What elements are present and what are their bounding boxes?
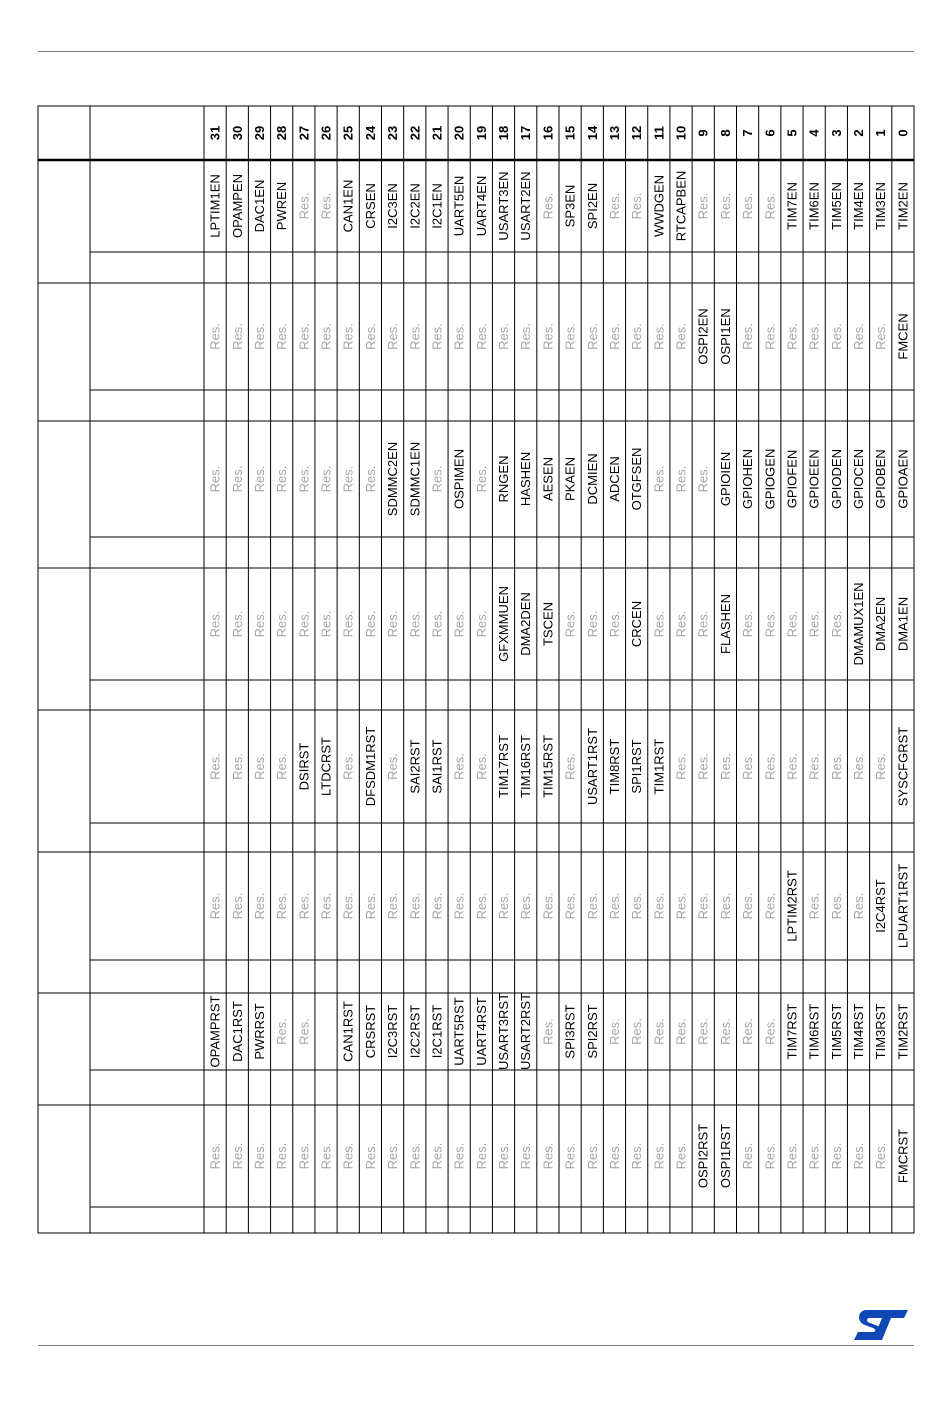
bit-number-header: 7: [740, 129, 756, 137]
reserved-bit-field: Res.: [296, 1018, 312, 1045]
register-bit-field: DMAMUX1EN: [851, 582, 867, 666]
reserved-bit-field: Res.: [806, 323, 822, 350]
register-bit-field: SP3EN: [562, 184, 578, 228]
register-bit-field: UART4EN: [473, 175, 489, 237]
reserved-bit-field: Res.: [207, 1142, 223, 1170]
bit-number-header: 22: [407, 125, 423, 141]
reserved-bit-field: Res.: [473, 323, 489, 350]
register-bit-field: SPI2RST: [584, 1004, 600, 1059]
register-bit-field: RNGEN: [496, 455, 512, 503]
register-bit-field: LTDCRST: [318, 737, 334, 796]
register-bit-field: USART2RST: [518, 992, 534, 1071]
reserved-bit-field: Res.: [629, 1018, 645, 1045]
reserved-bit-field: Res.: [385, 753, 401, 780]
reserved-bit-field: Res.: [362, 892, 378, 920]
register-bit-field: TIM17RST: [496, 735, 512, 798]
reserved-bit-field: Res.: [229, 753, 245, 780]
reserved-bit-field: Res.: [340, 610, 356, 638]
reserved-bit-field: Res.: [451, 323, 467, 350]
reserved-bit-field: Res.: [762, 323, 778, 350]
reserved-bit-field: Res.: [584, 610, 600, 638]
reserved-bit-field: Res.: [274, 892, 290, 920]
register-bit-field: OSPI1RST: [717, 1123, 733, 1189]
reserved-bit-field: Res.: [695, 753, 711, 780]
reserved-bit-field: Res.: [318, 192, 334, 220]
reserved-bit-field: Res.: [651, 465, 667, 493]
reserved-bit-field: Res.: [806, 753, 822, 780]
register-bit-field: USART3EN: [496, 171, 512, 241]
bit-number-header: 3: [828, 129, 844, 137]
reserved-bit-field: Res.: [606, 610, 622, 638]
reserved-bit-field: Res.: [828, 892, 844, 920]
reserved-bit-field: Res.: [873, 1142, 889, 1170]
register-bit-field: TIM5EN: [828, 182, 844, 230]
reserved-bit-field: Res.: [251, 610, 267, 638]
reserved-bit-field: Res.: [318, 610, 334, 638]
bit-number-header: 0: [895, 129, 911, 137]
reserved-bit-field: Res.: [762, 753, 778, 780]
reserved-bit-field: Res.: [385, 610, 401, 638]
st-logo-icon: [852, 1308, 910, 1342]
reserved-bit-field: Res.: [229, 1142, 245, 1170]
register-bit-field: OSPI1EN: [717, 308, 733, 365]
bit-number-header: 8: [717, 129, 733, 137]
reserved-bit-field: Res.: [629, 192, 645, 220]
bit-number-header: 27: [296, 125, 312, 141]
register-bit-field: TIM2RST: [895, 1003, 911, 1060]
reserved-bit-field: Res.: [251, 1142, 267, 1170]
reserved-bit-field: Res.: [784, 323, 800, 350]
reserved-bit-field: Res.: [473, 892, 489, 920]
reserved-bit-field: Res.: [296, 465, 312, 493]
register-bit-field: PWRRST: [251, 1003, 267, 1060]
register-bit-field: TIM4EN: [851, 182, 867, 230]
bit-number-header: 17: [518, 125, 534, 141]
reserved-bit-field: Res.: [362, 1142, 378, 1170]
register-bit-field: SDMMC2EN: [385, 441, 401, 517]
register-bit-field: TIM5RST: [828, 1003, 844, 1060]
reserved-bit-field: Res.: [540, 1142, 556, 1170]
reserved-bit-field: Res.: [562, 892, 578, 920]
register-bit-field: GPIOCEN: [851, 449, 867, 509]
reserved-bit-field: Res.: [606, 892, 622, 920]
reserved-bit-field: Res.: [740, 192, 756, 220]
bit-number-header: 13: [606, 125, 622, 141]
reserved-bit-field: Res.: [385, 1142, 401, 1170]
reserved-bit-field: Res.: [362, 610, 378, 638]
register-bit-field: DMA1EN: [895, 596, 911, 652]
reserved-bit-field: Res.: [873, 323, 889, 350]
reserved-bit-field: Res.: [296, 192, 312, 220]
bit-number-header: 11: [651, 126, 667, 140]
reserved-bit-field: Res.: [717, 1018, 733, 1045]
reserved-bit-field: Res.: [496, 1142, 512, 1170]
reserved-bit-field: Res.: [806, 892, 822, 920]
register-bit-field: SAI1RST: [429, 739, 445, 794]
register-bit-field: GFXMMUEN: [496, 586, 512, 662]
register-bit-field: TIM1RST: [651, 738, 667, 795]
reserved-bit-field: Res.: [851, 892, 867, 920]
register-bit-field: OSPIMEN: [451, 449, 467, 509]
register-bit-field: TIM3EN: [873, 182, 889, 230]
register-bit-field: ADCEN: [606, 456, 622, 502]
bit-number-header: 19: [473, 125, 489, 141]
reserved-bit-field: Res.: [695, 892, 711, 920]
register-bit-field: UART4RST: [473, 997, 489, 1066]
reserved-bit-field: Res.: [806, 1142, 822, 1170]
reserved-bit-field: Res.: [762, 1142, 778, 1170]
bit-number-header: 28: [274, 125, 290, 141]
reserved-bit-field: Res.: [340, 892, 356, 920]
register-bit-field: WWDGEN: [651, 174, 667, 238]
bit-number-header: 12: [629, 125, 645, 141]
reserved-bit-field: Res.: [606, 1018, 622, 1045]
reserved-bit-field: Res.: [207, 892, 223, 920]
bit-number-header: 26: [318, 125, 334, 141]
reserved-bit-field: Res.: [717, 753, 733, 780]
register-bit-field: TIM6RST: [806, 1003, 822, 1060]
register-bit-field: DAC1RST: [229, 1001, 245, 1062]
register-bit-field: TIM2EN: [895, 182, 911, 230]
reserved-bit-field: Res.: [207, 610, 223, 638]
reserved-bit-field: Res.: [651, 892, 667, 920]
reserved-bit-field: Res.: [473, 753, 489, 780]
reserved-bit-field: Res.: [828, 323, 844, 350]
register-bit-field: UART5RST: [451, 997, 467, 1066]
reserved-bit-field: Res.: [473, 610, 489, 638]
register-bit-field: GPIODEN: [828, 449, 844, 509]
register-bit-field: PKAEN: [562, 456, 578, 502]
register-bit-field: FMCEN: [895, 313, 911, 360]
register-bit-field: SDMMC1EN: [407, 441, 423, 517]
register-bit-field: LPUART1RST: [895, 863, 911, 949]
reserved-bit-field: Res.: [606, 192, 622, 220]
register-bit-field: TSCEN: [540, 601, 556, 647]
reserved-bit-field: Res.: [806, 610, 822, 638]
reserved-bit-field: Res.: [651, 323, 667, 350]
reserved-bit-field: Res.: [673, 753, 689, 780]
reserved-bit-field: Res.: [318, 465, 334, 493]
reserved-bit-field: Res.: [606, 323, 622, 350]
bit-number-header: 23: [385, 125, 401, 141]
reserved-bit-field: Res.: [762, 192, 778, 220]
register-bit-field: CAN1EN: [340, 179, 356, 233]
register-bit-field: SPI2EN: [584, 182, 600, 230]
reserved-bit-field: Res.: [540, 323, 556, 350]
register-bit-field: I2C2EN: [407, 183, 423, 229]
reserved-bit-field: Res.: [274, 753, 290, 780]
bit-number-header: 18: [496, 125, 512, 141]
reserved-bit-field: Res.: [429, 323, 445, 350]
register-bit-field: PWREN: [274, 181, 290, 231]
reserved-bit-field: Res.: [473, 465, 489, 493]
reserved-bit-field: Res.: [362, 323, 378, 350]
reserved-bit-field: Res.: [784, 610, 800, 638]
reserved-bit-field: Res.: [784, 1142, 800, 1170]
reserved-bit-field: Res.: [340, 753, 356, 780]
reserved-bit-field: Res.: [695, 1018, 711, 1045]
register-bit-field: OPAMPEN: [229, 173, 245, 239]
reserved-bit-field: Res.: [673, 1142, 689, 1170]
reserved-bit-field: Res.: [274, 323, 290, 350]
reserved-bit-field: Res.: [651, 1018, 667, 1045]
register-bit-field: GPIOEEN: [806, 449, 822, 509]
register-bit-field: GPIOHEN: [740, 449, 756, 509]
register-bit-field: GPIOAEN: [895, 449, 911, 509]
bit-number-header: 14: [584, 125, 600, 141]
reserved-bit-field: Res.: [207, 465, 223, 493]
bit-number-header: 4: [806, 129, 822, 137]
reserved-bit-field: Res.: [562, 1142, 578, 1170]
reserved-bit-field: Res.: [318, 892, 334, 920]
reserved-bit-field: Res.: [584, 323, 600, 350]
reserved-bit-field: Res.: [496, 323, 512, 350]
reserved-bit-field: Res.: [518, 1142, 534, 1170]
register-bit-field: GPIOGEN: [762, 448, 778, 510]
reserved-bit-field: Res.: [296, 610, 312, 638]
reserved-bit-field: Res.: [828, 753, 844, 780]
reserved-bit-field: Res.: [229, 892, 245, 920]
register-bit-field: CRSRST: [362, 1004, 378, 1059]
reserved-bit-field: Res.: [451, 1142, 467, 1170]
reserved-bit-field: Res.: [740, 753, 756, 780]
reserved-bit-field: Res.: [540, 1018, 556, 1045]
register-bit-field: DMA2EN: [873, 596, 889, 652]
register-bit-field: CRCEN: [629, 600, 645, 648]
reserved-bit-field: Res.: [207, 323, 223, 350]
bit-number-header: 25: [340, 125, 356, 141]
register-bit-field: AESEN: [540, 456, 556, 502]
register-bit-field: OSPI2EN: [695, 308, 711, 365]
register-bit-field: USART2EN: [518, 171, 534, 241]
reserved-bit-field: Res.: [584, 892, 600, 920]
reserved-bit-field: Res.: [229, 465, 245, 493]
reserved-bit-field: Res.: [318, 323, 334, 350]
bit-number-header: 29: [251, 125, 267, 141]
register-bit-field: TIM8RST: [606, 738, 622, 795]
register-bit-field: CAN1RST: [340, 1001, 356, 1062]
reserved-bit-field: Res.: [274, 465, 290, 493]
bit-number-header: 15: [562, 125, 578, 141]
reserved-bit-field: Res.: [274, 610, 290, 638]
reserved-bit-field: Res.: [385, 323, 401, 350]
register-bit-field: OSPI2RST: [695, 1123, 711, 1189]
reserved-bit-field: Res.: [318, 1142, 334, 1170]
register-bit-field: TIM3RST: [873, 1003, 889, 1060]
reserved-bit-field: Res.: [762, 610, 778, 638]
reserved-bit-field: Res.: [673, 892, 689, 920]
register-bit-field: I2C2RST: [407, 1004, 423, 1059]
register-bit-field: DAC1EN: [251, 179, 267, 233]
reserved-bit-field: Res.: [407, 610, 423, 638]
register-bit-field: HASHEN: [518, 451, 534, 507]
reserved-bit-field: Res.: [629, 892, 645, 920]
reserved-bit-field: Res.: [717, 192, 733, 220]
reserved-bit-field: Res.: [540, 192, 556, 220]
register-bit-field: TIM16RST: [518, 735, 534, 798]
register-bit-field: I2C1RST: [429, 1004, 445, 1059]
reserved-bit-field: Res.: [740, 323, 756, 350]
reserved-bit-field: Res.: [229, 610, 245, 638]
reserved-bit-field: Res.: [296, 323, 312, 350]
reserved-bit-field: Res.: [473, 1142, 489, 1170]
register-bit-field: OPAMPRST: [207, 995, 223, 1068]
reserved-bit-field: Res.: [540, 892, 556, 920]
reserved-bit-field: Res.: [274, 1142, 290, 1170]
register-bit-field: LPTIM2RST: [784, 870, 800, 942]
register-bit-field: LPTIM1EN: [207, 174, 223, 238]
reserved-bit-field: Res.: [851, 1142, 867, 1170]
reserved-bit-field: Res.: [851, 753, 867, 780]
reserved-bit-field: Res.: [451, 753, 467, 780]
bit-number-header: 30: [229, 125, 245, 141]
reserved-bit-field: Res.: [784, 753, 800, 780]
reserved-bit-field: Res.: [673, 1018, 689, 1045]
register-bit-field: FMCRST: [895, 1128, 911, 1184]
register-bit-field: USART3RST: [496, 992, 512, 1071]
reserved-bit-field: Res.: [407, 892, 423, 920]
reserved-bit-field: Res.: [251, 892, 267, 920]
register-bit-field: USART1RST: [584, 727, 600, 806]
register-bit-field: I2C3RST: [385, 1004, 401, 1059]
reserved-bit-field: Res.: [651, 610, 667, 638]
register-bit-field: OTGFSEN: [629, 447, 645, 511]
bit-number-header: 24: [362, 125, 378, 141]
register-bit-field: DMA2DEN: [518, 592, 534, 656]
reserved-bit-field: Res.: [385, 892, 401, 920]
bit-number-header: 2: [851, 129, 867, 137]
register-bit-field: TIM6EN: [806, 182, 822, 230]
register-bit-field: UART5EN: [451, 175, 467, 237]
reserved-bit-field: Res.: [407, 323, 423, 350]
reserved-bit-field: Res.: [828, 610, 844, 638]
bit-number-header: 9: [695, 129, 711, 137]
register-bit-field: SPI3RST: [562, 1004, 578, 1059]
register-bit-field: TIM7EN: [784, 182, 800, 230]
reserved-bit-field: Res.: [695, 192, 711, 220]
reserved-bit-field: Res.: [584, 1142, 600, 1170]
reserved-bit-field: Res.: [673, 465, 689, 493]
register-bit-field: SYSCFGRST: [895, 726, 911, 807]
reserved-bit-field: Res.: [873, 753, 889, 780]
reserved-bit-field: Res.: [562, 610, 578, 638]
reserved-bit-field: Res.: [740, 892, 756, 920]
bit-number-header: 10: [673, 125, 689, 141]
reserved-bit-field: Res.: [717, 892, 733, 920]
reserved-bit-field: Res.: [518, 323, 534, 350]
reserved-bit-field: Res.: [762, 892, 778, 920]
reserved-bit-field: Res.: [740, 1018, 756, 1045]
reserved-bit-field: Res.: [562, 753, 578, 780]
register-bit-field: GPIOBEN: [873, 449, 889, 509]
reserved-bit-field: Res.: [496, 892, 512, 920]
reserved-bit-field: Res.: [207, 753, 223, 780]
reserved-bit-field: Res.: [274, 1018, 290, 1045]
reserved-bit-field: Res.: [251, 465, 267, 493]
reserved-bit-field: Res.: [429, 465, 445, 493]
register-bit-field: DSIRST: [296, 742, 312, 791]
reserved-bit-field: Res.: [606, 1142, 622, 1170]
bit-number-header: 21: [429, 125, 445, 141]
register-bit-field: CRSEN: [362, 183, 378, 229]
reserved-bit-field: Res.: [296, 1142, 312, 1170]
reserved-bit-field: Res.: [518, 892, 534, 920]
reserved-bit-field: Res.: [695, 610, 711, 638]
bit-number-header: 31: [207, 125, 223, 141]
reserved-bit-field: Res.: [340, 323, 356, 350]
reserved-bit-field: Res.: [451, 610, 467, 638]
bit-number-header: 20: [451, 125, 467, 141]
register-bit-field: I2C1EN: [429, 183, 445, 229]
reserved-bit-field: Res.: [851, 323, 867, 350]
register-bit-field: SPI1RST: [629, 739, 645, 794]
register-bit-field: I2C3EN: [385, 183, 401, 229]
reserved-bit-field: Res.: [740, 1142, 756, 1170]
reserved-bit-field: Res.: [429, 892, 445, 920]
reserved-bit-field: Res.: [407, 1142, 423, 1170]
reserved-bit-field: Res.: [362, 465, 378, 493]
reserved-bit-field: Res.: [828, 1142, 844, 1170]
register-bit-field: TIM4RST: [851, 1003, 867, 1060]
register-bit-field: TIM7RST: [784, 1003, 800, 1060]
reserved-bit-field: Res.: [695, 465, 711, 493]
reserved-bit-field: Res.: [251, 753, 267, 780]
reserved-bit-field: Res.: [629, 1142, 645, 1170]
register-bit-field: TIM15RST: [540, 735, 556, 798]
register-bit-field: I2C4RST: [873, 879, 889, 933]
reserved-bit-field: Res.: [673, 323, 689, 350]
reserved-bit-field: Res.: [296, 892, 312, 920]
reserved-bit-field: Res.: [429, 1142, 445, 1170]
bit-number-header: 1: [873, 129, 889, 137]
bit-number-header: 16: [540, 125, 556, 141]
register-bit-field: DFSDM1RST: [362, 726, 378, 807]
reserved-bit-field: Res.: [562, 323, 578, 350]
reserved-bit-field: Res.: [451, 892, 467, 920]
reserved-bit-field: Res.: [251, 323, 267, 350]
reserved-bit-field: Res.: [629, 323, 645, 350]
register-bit-field: RTCAPBEN: [673, 170, 689, 242]
bit-number-header: 6: [762, 129, 778, 137]
reserved-bit-field: Res.: [340, 1142, 356, 1170]
register-bit-field: GPIOIEN: [717, 451, 733, 507]
reserved-bit-field: Res.: [229, 323, 245, 350]
reserved-bit-field: Res.: [762, 1018, 778, 1045]
register-bit-field: GPIOFEN: [784, 449, 800, 509]
register-bit-field: FLASHEN: [717, 594, 733, 654]
register-bit-field: DCMIEN: [584, 453, 600, 505]
reserved-bit-field: Res.: [651, 1142, 667, 1170]
reserved-bit-field: Res.: [429, 610, 445, 638]
bit-number-header: 5: [784, 129, 800, 137]
reserved-bit-field: Res.: [673, 610, 689, 638]
register-bit-field: SAI2RST: [407, 739, 423, 794]
reserved-bit-field: Res.: [740, 610, 756, 638]
reserved-bit-field: Res.: [340, 465, 356, 493]
